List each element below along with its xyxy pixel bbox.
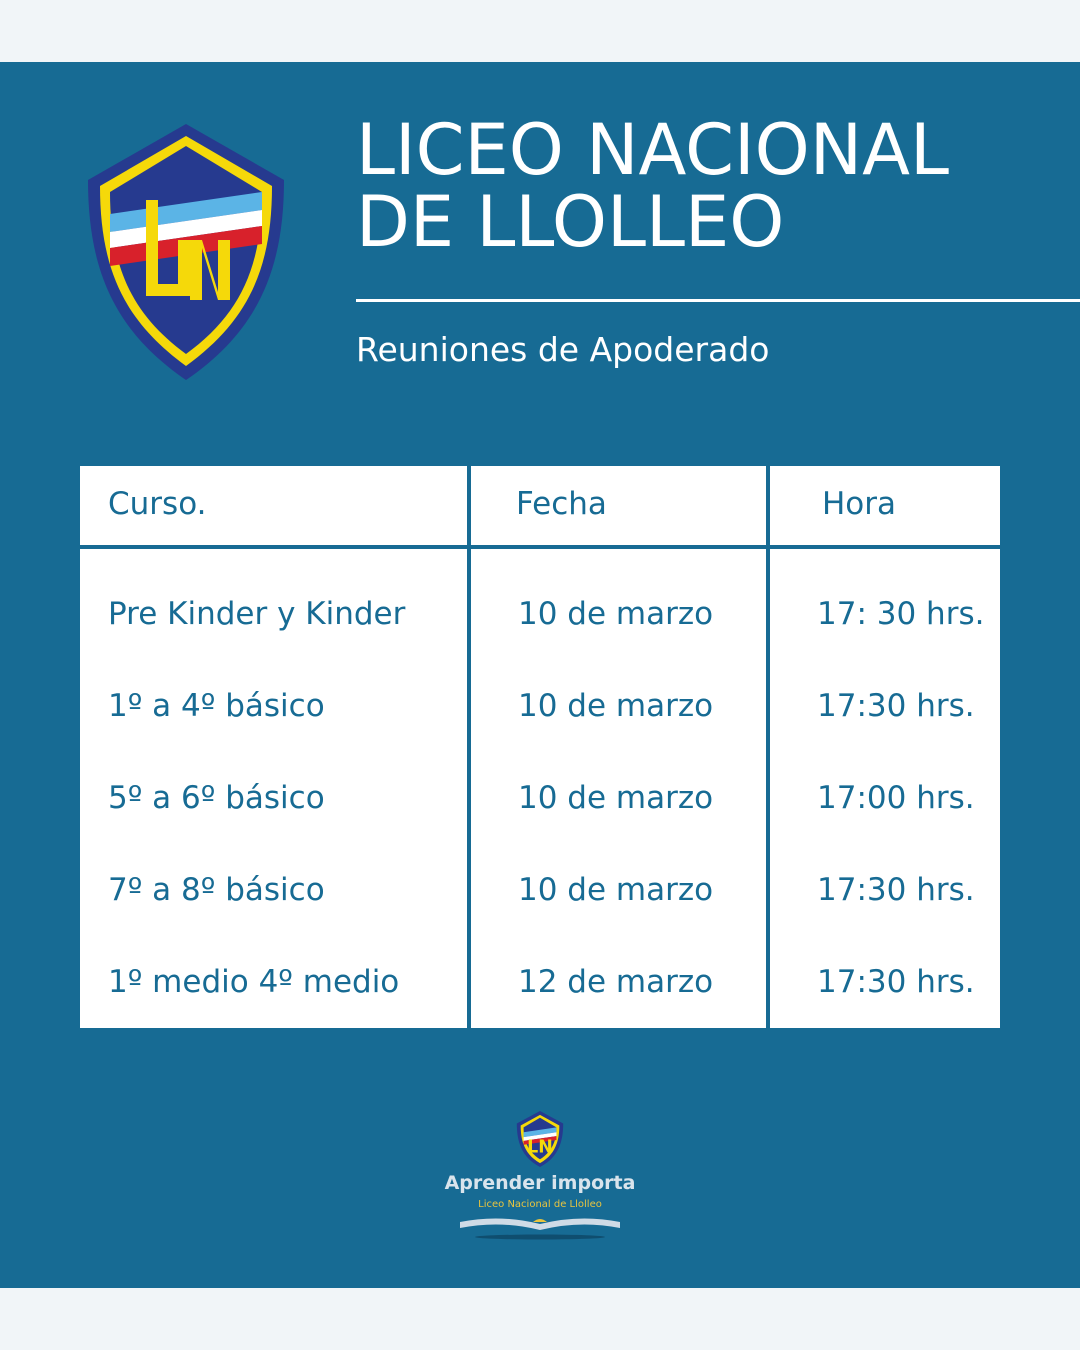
title-divider [356,299,1080,302]
column-divider-2 [766,466,770,1028]
table-cell-fecha: 10 de marzo [518,596,714,632]
column-divider-1 [467,466,471,1028]
table-cell-curso: 1º a 4º básico [108,688,325,724]
footer-title: Aprender importa [444,1172,636,1194]
column-header-hora: Hora [822,486,897,522]
table-cell-curso: 7º a 8º básico [108,872,325,908]
table-cell-fecha: 10 de marzo [518,688,714,724]
title-line-2: DE LLOLLEO [356,181,785,263]
table-cell-hora: 17:30 hrs. [817,964,975,1000]
svg-text:LN: LN [527,1137,553,1158]
footer-crest-icon [515,1110,565,1168]
title-line-1: LICEO NACIONAL [356,109,949,191]
school-crest-logo [86,122,286,382]
table-cell-fecha: 10 de marzo [518,872,714,908]
page-title [356,109,949,263]
table-cell-hora: 17:30 hrs. [817,688,975,724]
table-cell-fecha: 12 de marzo [518,964,714,1000]
column-header-curso: Curso. [108,486,207,522]
table-cell-curso: Pre Kinder y Kinder [108,596,406,632]
page-subtitle: Reuniones de Apoderado [356,330,770,369]
header-divider [80,545,1000,549]
table-cell-fecha: 10 de marzo [518,780,714,816]
table-cell-hora: 17:00 hrs. [817,780,975,816]
table-cell-curso: 5º a 6º básico [108,780,325,816]
background-panel [0,62,1080,1288]
schedule-table [80,466,1000,1028]
table-cell-curso: 1º medio 4º medio [108,964,400,1000]
table-cell-hora: 17:30 hrs. [817,872,975,908]
open-book-icon [455,1212,625,1242]
column-header-fecha: Fecha [516,486,607,522]
table-cell-hora: 17: 30 hrs. [817,596,985,632]
footer-subtitle: Liceo Nacional de Llolleo [478,1199,602,1210]
